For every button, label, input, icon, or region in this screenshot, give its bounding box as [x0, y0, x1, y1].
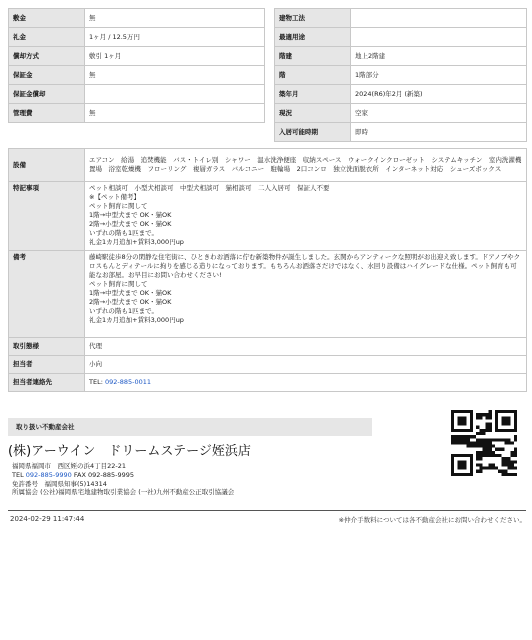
transaction-label: 取引態様: [9, 338, 85, 356]
agency-tel-link[interactable]: 092-885-9990: [25, 470, 72, 479]
building-row: [275, 104, 527, 123]
transaction-value: 代理: [85, 338, 527, 356]
phone-value: [85, 374, 527, 392]
fee-row: [9, 47, 265, 66]
remarks-value: 藤崎駅徒歩8分の閑静な住宅街に、ひときわお洒落に佇む新築物件が誕生しました。玄関からアンティークな照明がお出迎え致します。ドアノブやクロスもんとディテールに拘りを感じる造りになっております。もちろんお洒落さだけではなく、水回り設備はハイグレードな仕様。ペット飼育も可能なお部屋。お早目にお問い合わせください! ペット飼育に関して 1階→中型犬まで OK・猫OK 2階→小型犬まで OK・猫OK いずれの階も1匹まで。 礼金1カ月追加+賃料3,000円up: [85, 251, 527, 338]
building-row: [275, 28, 527, 47]
phone-prefix: TEL:: [89, 378, 105, 386]
building-row: [275, 9, 527, 28]
fee-label: 敷金: [9, 9, 85, 28]
agency-name: (株)アーウイン ドリームステージ姪浜店: [8, 444, 251, 459]
transaction-row: [9, 338, 527, 356]
building-row: [275, 47, 527, 66]
agency-header: 取り扱い不動産会社: [8, 418, 372, 436]
fee-value: 敷引 1ヶ月: [85, 47, 265, 66]
fee-value: 1ヶ月 / 12.5万円: [85, 28, 265, 47]
fee-value: 無: [85, 104, 265, 123]
agency-tel-line: [12, 471, 234, 480]
fee-row: [9, 85, 265, 104]
phone-label: 担当者連絡先: [9, 374, 85, 392]
print-datetime: 2024-02-29 11:47:44: [10, 515, 85, 523]
building-row: [275, 66, 527, 85]
building-label: 建物工法: [275, 9, 351, 28]
footer-divider: [8, 510, 526, 511]
conditions-row: [9, 182, 527, 251]
building-table: [274, 8, 527, 142]
agency-license: 免許番号 福岡県知事(5)14314: [12, 479, 107, 488]
equipment-value: エアコン 給湯 追焚機能 バス・トイレ別 シャワー 温水洗浄便座 収納スペース ウォークインクローゼット システムキッチン 室内洗濯機置場 浴室乾燥機 フローリング 複層ガラス バルコニー 駐輪場 2口コンロ 独立洗面脱衣所 インターネット対応 シューズボックス: [85, 149, 527, 182]
building-label: 入居可能時期: [275, 123, 351, 142]
equipment-row: [9, 149, 527, 182]
building-value: 地上2階建: [351, 47, 527, 66]
fee-label: 礼金: [9, 28, 85, 47]
agency-fax: FAX 092-885-9995: [71, 470, 135, 479]
building-value: 即時: [351, 123, 527, 142]
fee-value: 無: [85, 9, 265, 28]
phone-link[interactable]: 092-885-0011: [104, 378, 152, 386]
details-table: [8, 148, 527, 392]
fee-label: 償却方式: [9, 47, 85, 66]
fee-row: [9, 104, 265, 123]
remarks-row: [9, 251, 527, 338]
building-row: [275, 85, 527, 104]
contact-value: 小向: [85, 356, 527, 374]
building-value: 空家: [351, 104, 527, 123]
contact-row: [9, 356, 527, 374]
fee-value: [85, 85, 265, 104]
qr-code-icon: [450, 410, 518, 476]
fee-row: [9, 66, 265, 85]
building-value: [351, 9, 527, 28]
phone-row: [9, 374, 527, 392]
building-label: 最適用途: [275, 28, 351, 47]
fee-row: [9, 9, 265, 28]
agency-association: 所属協会 (公社)福岡県宅地建物取引業協会 (一社)九州不動産公正取引協議会: [12, 488, 235, 497]
fee-label: 保証金償却: [9, 85, 85, 104]
fee-label: 保証金: [9, 66, 85, 85]
building-row: [275, 123, 527, 142]
equipment-label: 設備: [9, 149, 85, 182]
fee-label: 管理費: [9, 104, 85, 123]
fee-value: 無: [85, 66, 265, 85]
fee-note: ※仲介手数料については各不動産会社にお問い合わせください。: [338, 516, 526, 524]
conditions-label: 特記事項: [9, 182, 85, 251]
remarks-label: 備考: [9, 251, 85, 338]
agency-address: 福岡県福岡市 西区姪の浜4丁目22-21: [12, 462, 127, 470]
conditions-value: ペット相談可 小型犬相談可 中型犬相談可 猫相談可 二人入居可 保証人不要 ※【ペット備考】 ペット飼育に関して 1階→中型犬まで OK・猫OK 2階→小型犬まで OK・猫OK いずれの階も1匹まで。 礼金1カ月追加+賃料3,000円up: [85, 182, 527, 251]
building-value: [351, 28, 527, 47]
agency-info: [12, 462, 234, 497]
fee-row: [9, 28, 265, 47]
contact-label: 担当者: [9, 356, 85, 374]
building-value: 2024(R6)年2月 (新築): [351, 85, 527, 104]
building-value: 1階部分: [351, 66, 527, 85]
building-label: 築年月: [275, 85, 351, 104]
building-label: 現況: [275, 104, 351, 123]
building-label: 階: [275, 66, 351, 85]
agency-tel-prefix: TEL: [12, 470, 26, 479]
fees-table: [8, 8, 265, 123]
building-label: 階建: [275, 47, 351, 66]
